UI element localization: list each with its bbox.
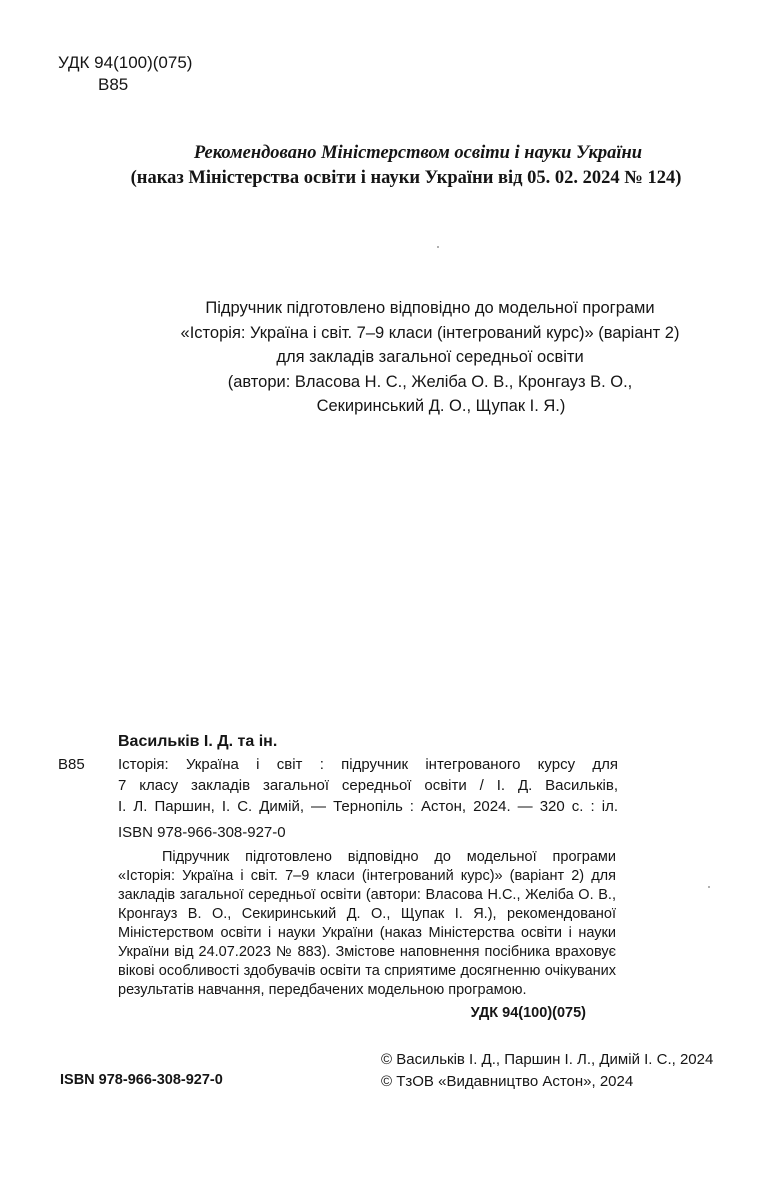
program-note-line-5: Секиринський Д. О., Щупак І. Я.) bbox=[316, 397, 566, 415]
header-code: В85 bbox=[98, 75, 129, 94]
recommendation-block bbox=[0, 141, 776, 191]
card-code: В85 bbox=[58, 756, 85, 773]
card-udk: УДК 94(100)(075) bbox=[470, 1005, 586, 1021]
card-isbn: ISBN 978-966-308-927-0 bbox=[118, 824, 286, 841]
copyright-line-2: © ТзОВ «Видавництво Астон», 2024 bbox=[381, 1073, 634, 1090]
card-description bbox=[118, 754, 618, 817]
card-annotation-block bbox=[118, 848, 616, 1023]
card-annotation: Підручник підготовлено відповідно до модельної програми «Історія: Україна і світ. 7–9 класи (інтегрований курс)» (варіант 2) для закладів загальної середньої освіти (автори: Власова Н.С., Желіба О. В., Кронгауз В. О., Секиринський Д. О., Щупак І. Я.), рекомендованої Міністерством освіти і науки України (наказ Міністерства освіти і науки України від 24.07.2023 № 883). Змістове наповнення посібника враховує вікові особливості здобувачів освіти та сприятиме досягненню очікуваних результатів навчання, передбачених модельною програмою. bbox=[118, 849, 616, 998]
card-author: Васильків І. Д. та ін. bbox=[118, 733, 278, 750]
program-note-line-3: для закладів загальної середньої освіти bbox=[276, 348, 584, 366]
program-note-line-4: (автори: Власова Н. С., Желіба О. В., Кронгауз В. О., bbox=[227, 372, 633, 391]
scan-speck bbox=[437, 246, 439, 248]
catalog-card bbox=[58, 730, 618, 843]
program-note-line-2: «Історія: Україна і світ. 7–9 класи (інтегрований курс)» (варіант 2) bbox=[180, 323, 680, 342]
card-description-line-2: 7 класу закладів загальної середньої освіти / І. Д. Васильків, bbox=[118, 777, 618, 794]
header-udk-block bbox=[58, 52, 192, 96]
header-udk: УДК 94(100)(075) bbox=[58, 53, 193, 72]
program-note-line-1: Підручник підготовлено відповідно до модельної програми bbox=[205, 299, 655, 317]
recommendation-line-1: Рекомендовано Міністерством освіти і науки України bbox=[193, 143, 643, 163]
copyright-line-1: © Васильків І. Д., Паршин І. Л., Димій І. С., 2024 bbox=[381, 1051, 714, 1068]
footer-isbn: ISBN 978-966-308-927-0 bbox=[60, 1072, 223, 1088]
card-description-line-3: І. Л. Паршин, І. С. Димій, — Тернопіль : Астон, 2024. — 320 с. : іл. bbox=[118, 798, 618, 815]
recommendation-line-2: (наказ Міністерства освіти і науки України від 05. 02. 2024 № 124) bbox=[130, 168, 682, 188]
scan-speck bbox=[708, 886, 710, 888]
card-entry bbox=[58, 754, 618, 817]
copyright-block bbox=[381, 1049, 713, 1093]
program-note bbox=[150, 296, 710, 419]
card-description-line-1: Історія: Україна і світ : підручник інтегрованого курсу для bbox=[118, 756, 618, 773]
